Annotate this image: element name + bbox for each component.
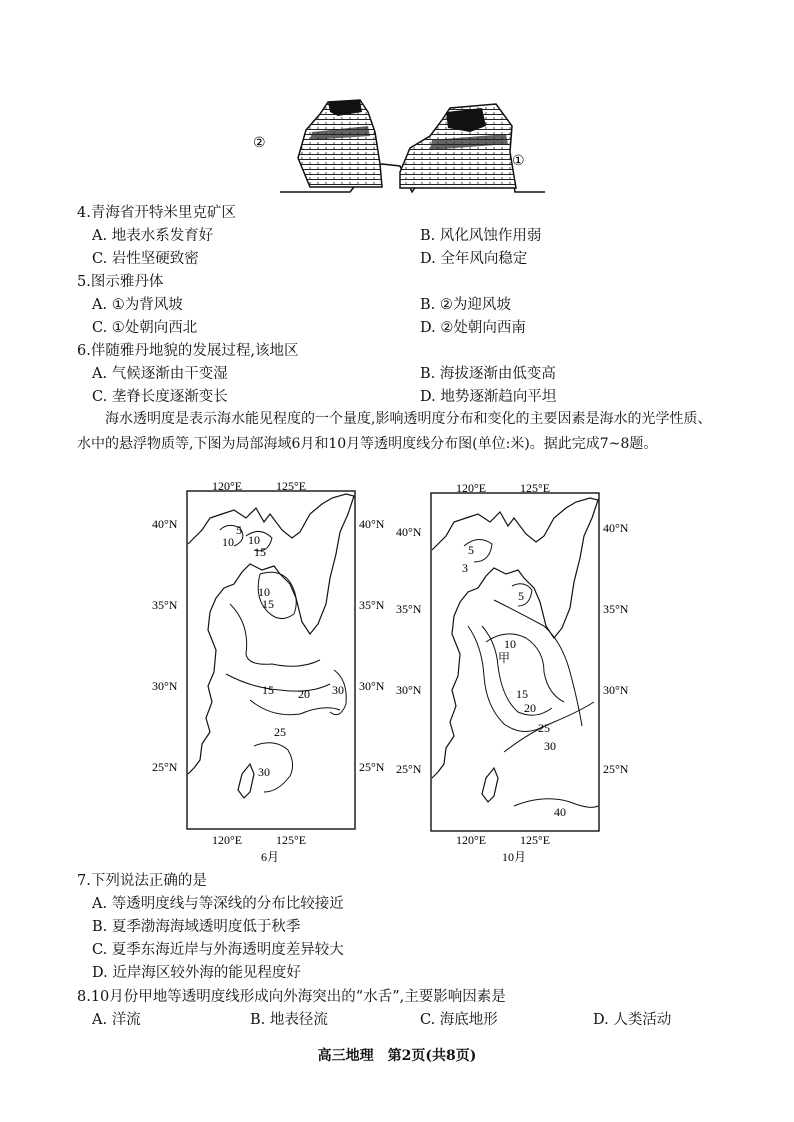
q7-option-a[interactable]: A. 等透明度线与等深线的分布比较接近 (92, 896, 344, 912)
bottom-tick-125: 125°E (520, 833, 551, 847)
isoline-label: 30 (544, 739, 556, 753)
question-4-stem: 4.青海省开特米里克矿区 (77, 205, 236, 221)
isoline-label: 10 (504, 637, 516, 651)
isoline-label: 25 (274, 725, 286, 739)
q4-option-d[interactable]: D. 全年风向稳定 (420, 251, 528, 267)
isoline-label: 5 (236, 523, 242, 537)
left-tick-25: 25°N (152, 760, 178, 774)
q7-option-b[interactable]: B. 夏季渤海海域透明度低于秋季 (92, 919, 301, 935)
yardang-cross-section-figure (250, 92, 550, 202)
map-caption: 6月 (261, 850, 280, 864)
isoline-label: 10 (248, 533, 260, 547)
q8-option-c[interactable]: C. 海底地形 (420, 1012, 498, 1028)
isoline-label: 25 (538, 721, 550, 735)
q8-option-b[interactable]: B. 地表径流 (250, 1012, 328, 1028)
right-tick-25: 25°N (359, 760, 385, 774)
right-tick-40: 40°N (359, 517, 385, 531)
left-tick-25: 25°N (396, 762, 422, 776)
isoline-label: 20 (298, 687, 310, 701)
intro-paragraph: 海水透明度是表示海水能见程度的一个量度,影响透明度分布和变化的主要因素是海水的光学性质、水中的悬浮物质等,下图为局部海域6月和10月等透明度线分布图(单位:米)。据此完成7~8题。 (77, 411, 712, 452)
isoline-label: 30 (332, 683, 344, 697)
isoline-label: 15 (262, 683, 274, 697)
q6-option-d[interactable]: D. 地势逐渐趋向平坦 (420, 389, 557, 405)
question-5-stem: 5.图示雅丹体 (77, 274, 164, 290)
marker-2: ② (253, 136, 266, 151)
isoline-label: 15 (254, 545, 266, 559)
isoline-label: 40 (554, 805, 566, 819)
top-tick-120: 120°E (212, 479, 243, 493)
bottom-tick-120: 120°E (212, 833, 243, 847)
page-footer: 高三地理 第2页(共8页) (317, 1048, 477, 1064)
top-tick-120: 120°E (456, 481, 487, 495)
q4-option-c[interactable]: C. 岩性坚硬致密 (92, 251, 199, 267)
q5-option-c[interactable]: C. ①处朝向西北 (92, 320, 198, 336)
right-tick-35: 35°N (359, 598, 385, 612)
question-6-stem: 6.伴随雅丹地貌的发展过程,该地区 (77, 343, 299, 359)
q8-option-a[interactable]: A. 洋流 (92, 1012, 141, 1028)
q5-option-b[interactable]: B. ②为迎风坡 (420, 297, 511, 313)
q5-option-a[interactable]: A. ①为背风坡 (92, 297, 183, 313)
q6-option-a[interactable]: A. 气候逐渐由干变湿 (92, 366, 228, 382)
left-tick-35: 35°N (152, 598, 178, 612)
isoline-label: 15 (262, 597, 274, 611)
right-tick-35: 35°N (603, 602, 629, 616)
bottom-tick-120: 120°E (456, 833, 487, 847)
isoline-label: 5 (468, 543, 474, 557)
right-tick-40: 40°N (603, 521, 629, 535)
isoline-label: 15 (516, 687, 528, 701)
q8-option-d[interactable]: D. 人类活动 (593, 1012, 672, 1028)
isoline-label: 10 (258, 585, 270, 599)
left-tick-40: 40°N (152, 517, 178, 531)
bottom-tick-125: 125°E (276, 833, 307, 847)
left-tick-35: 35°N (396, 602, 422, 616)
q6-option-b[interactable]: B. 海拔逐渐由低变高 (420, 366, 556, 382)
map-caption: 10月 (502, 850, 527, 864)
right-tick-30: 30°N (603, 683, 629, 697)
q5-option-d[interactable]: D. ②处朝向西南 (420, 320, 526, 336)
june-transparency-map (150, 474, 400, 866)
question-8-stem: 8.10月份甲地等透明度线形成向外海突出的“水舌”,主要影响因素是 (77, 989, 506, 1005)
right-tick-30: 30°N (359, 679, 385, 693)
isoline-label: 3 (462, 561, 468, 575)
october-transparency-map (394, 476, 644, 868)
q4-option-b[interactable]: B. 风化风蚀作用弱 (420, 228, 542, 244)
q4-option-a[interactable]: A. 地表水系发育好 (92, 228, 214, 244)
isoline-label: 30 (258, 765, 270, 779)
top-tick-125: 125°E (276, 479, 307, 493)
q7-option-d[interactable]: D. 近岸海区较外海的能见程度好 (92, 965, 301, 981)
q6-option-c[interactable]: C. 垄脊长度逐渐变长 (92, 389, 228, 405)
left-tick-30: 30°N (152, 679, 178, 693)
isoline-label: 10 (222, 535, 234, 549)
isoline-label: 5 (518, 589, 524, 603)
question-7-stem: 7.下列说法正确的是 (77, 873, 207, 889)
marker-jia: 甲 (498, 651, 511, 665)
left-tick-30: 30°N (396, 683, 422, 697)
map-frame (431, 493, 599, 831)
right-tick-25: 25°N (603, 762, 629, 776)
left-tick-40: 40°N (396, 525, 422, 539)
q7-option-c[interactable]: C. 夏季东海近岸与外海透明度差异较大 (92, 942, 344, 958)
top-tick-125: 125°E (520, 481, 551, 495)
marker-1: ① (512, 154, 525, 169)
isoline-label: 20 (524, 701, 536, 715)
